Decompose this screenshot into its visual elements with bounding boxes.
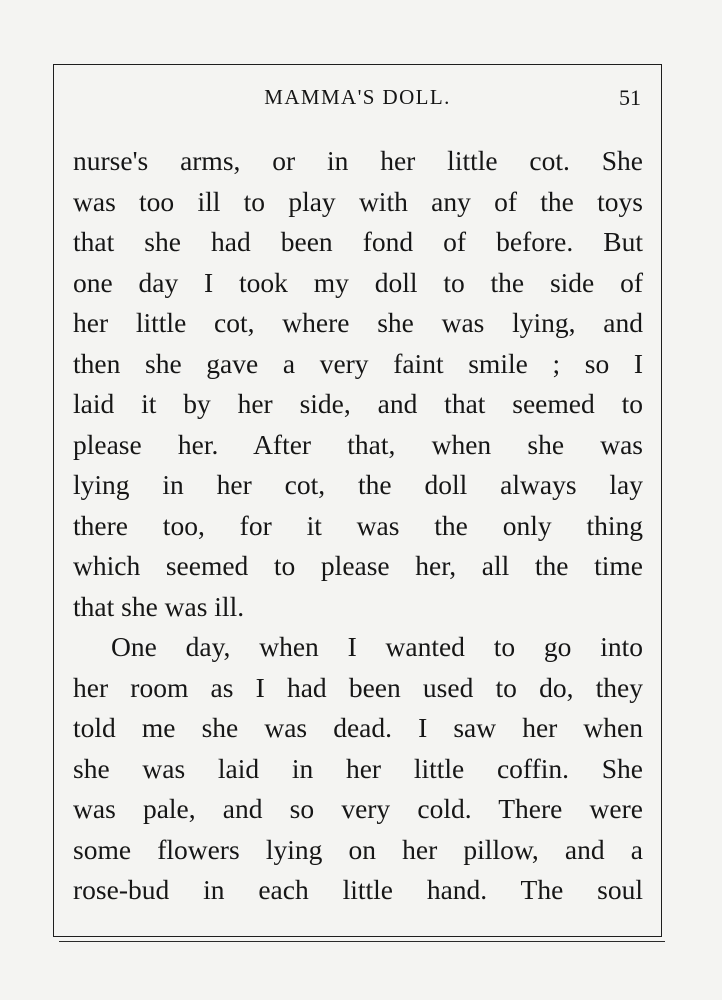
text-line: please her. After that, when she was [73, 428, 643, 460]
text-line: one day I took my doll to the side of [73, 266, 643, 298]
text-line: rose-bud in each little hand. The soul [73, 874, 643, 905]
paragraph-start-line: One day, when I wanted to go into [111, 631, 643, 662]
text-line: there too, for it was the only thing [73, 509, 643, 541]
text-line: laid it by her side, and that seemed to [73, 388, 643, 419]
text-line: nurse's arms, or in her little cot. She [73, 145, 643, 176]
paragraph-end-line: that she was ill. [73, 590, 245, 622]
text-line: that she had been fond of before. But [73, 226, 643, 257]
text-line: some flowers lying on her pillow, and a [73, 833, 643, 865]
running-head [54, 85, 661, 115]
page-number: 51 [619, 85, 641, 110]
running-title: MAMMA'S DOLL. [264, 85, 451, 109]
text-line: lying in her cot, the doll always lay [73, 469, 643, 500]
text-line: was too ill to play with any of the toys [73, 185, 643, 217]
text-line: then she gave a very faint smile ; so I [73, 347, 643, 379]
text-line: her little cot, where she was lying, and [73, 307, 643, 338]
text-line: which seemed to please her, all the time [73, 550, 643, 581]
text-line: her room as I had been used to do, they [73, 671, 643, 703]
text-line: was pale, and so very cold. There were [73, 793, 643, 824]
text-line: she was laid in her little coffin. She [73, 752, 643, 784]
bottom-rule [59, 941, 665, 942]
body-text [73, 141, 643, 911]
text-line: told me she was dead. I saw her when [73, 712, 643, 743]
page-frame [53, 64, 662, 937]
